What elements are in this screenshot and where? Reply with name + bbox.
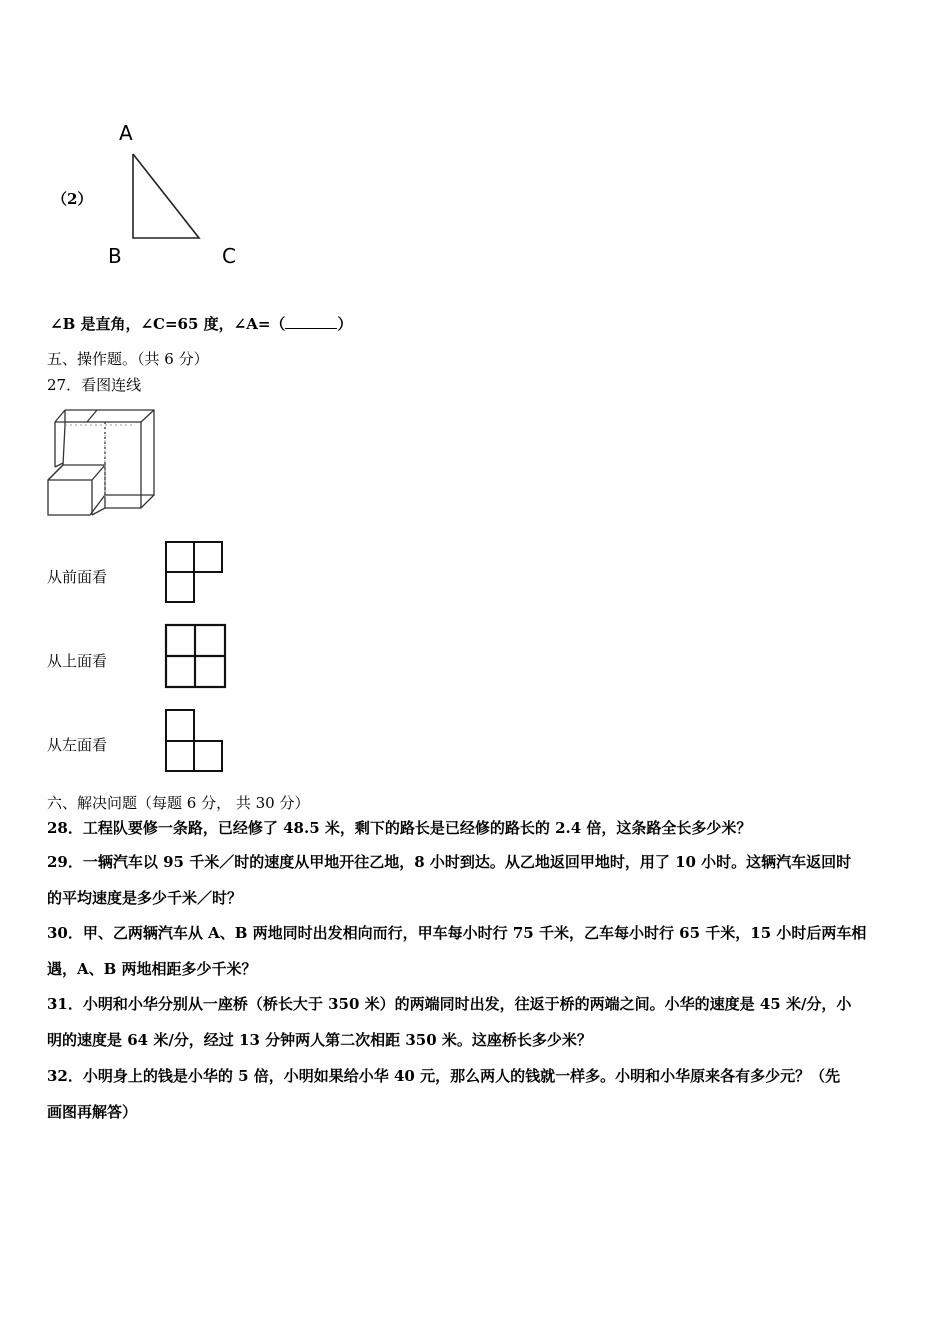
right-triangle-figure: [125, 148, 210, 244]
question-29-line-1: 29．一辆汽车以 95 千米／时的速度从甲地开往乙地，8 小时到达。从乙地返回甲地时，用了 10 小时。这辆汽车返回时: [47, 853, 852, 871]
vertex-c-label: C: [222, 244, 236, 268]
question-28: 28．工程队要修一条路，已经修了 48.5 米，剩下的路长是已经修的路长的 2.4 倍，这条路全长多少米？: [47, 819, 752, 837]
question-29-line-2: 的平均速度是多少千米／时？: [47, 889, 243, 907]
angle-statement: [50, 314, 352, 334]
front-view-figure[interactable]: [164, 540, 224, 605]
answer-blank[interactable]: [285, 314, 337, 329]
top-view-figure[interactable]: [164, 623, 228, 689]
vertex-b-label: B: [108, 244, 122, 268]
item-number: （2）: [52, 190, 93, 208]
angle-statement-close: ）: [337, 315, 353, 333]
angle-statement-text: ∠B 是直角，∠C=65 度，∠A=（: [50, 315, 286, 333]
vertex-a-label: A: [119, 121, 133, 145]
top-view-label: 从上面看: [47, 652, 108, 670]
question-30-line-1: 30．甲、乙两辆汽车从 A、B 两地同时出发相向而行，甲车每小时行 75 千米，乙车每小时行 65 千米，15 小时后两车相: [47, 924, 867, 942]
question-32-line-2: 画图再解答）: [47, 1103, 138, 1121]
question-27: 27．看图连线: [47, 376, 142, 394]
section-6-title: 六、解决问题（每题 6 分， 共 30 分）: [47, 794, 310, 812]
front-view-label: 从前面看: [47, 568, 108, 586]
question-31-line-2: 明的速度是 64 米/分，经过 13 分钟两人第二次相距 350 米。这座桥长多少米？: [47, 1031, 592, 1049]
cube-stack-figure: [45, 405, 160, 523]
left-view-label: 从左面看: [47, 736, 108, 754]
question-32-line-1: 32．小明身上的钱是小华的 5 倍，小明如果给小华 40 元，那么两人的钱就一样多。小明和小华原来各有多少元？（先: [47, 1067, 841, 1085]
section-5-title: 五、操作题。（共 6 分）: [47, 350, 209, 368]
left-view-figure[interactable]: [164, 708, 226, 774]
question-31-line-1: 31．小明和小华分别从一座桥（桥长大于 350 米）的两端同时出发，往返于桥的两端之间。小华的速度是 45 米/分，小: [47, 995, 852, 1013]
question-30-line-2: 遇，A、B 两地相距多少千米？: [47, 960, 257, 978]
